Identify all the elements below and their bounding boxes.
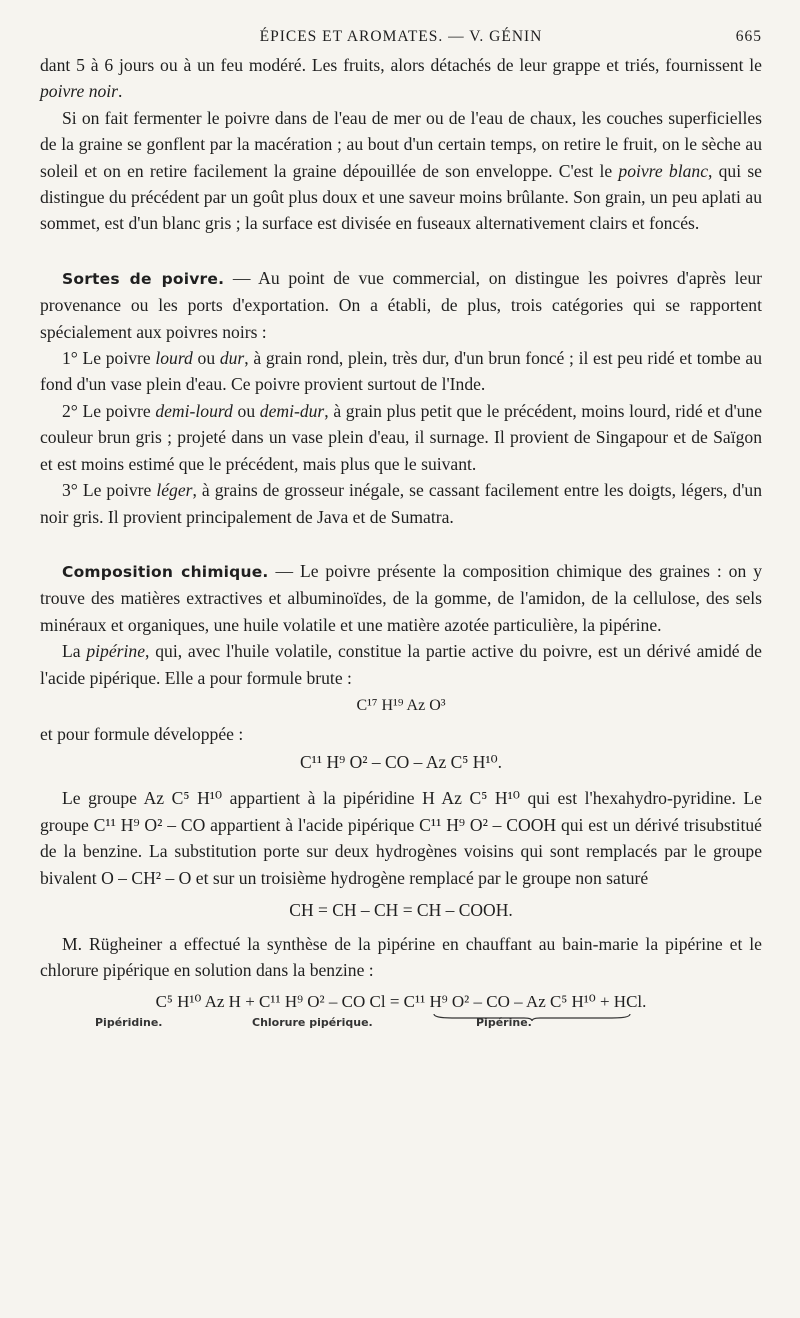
header-title: ÉPICES ET AROMATES. — V. GÉNIN — [259, 28, 543, 45]
list-item-poivre-leger: 3° Le poivre léger, à grains de grosseur inégale, se cassant facilement entre les doigts, légers, d'un noir gris. Il provient principalement de Java et de Sumatra. — [40, 480, 762, 527]
paragraph-poivre-noir: dant 5 à 6 jours ou à un feu modéré. Les fruits, alors détachés de leur grappe et triés, fournissent le poivre noir. — [40, 55, 762, 102]
paragraph-piperine: La pipérine, qui, avec l'huile volatile, constitue la partie active du poivre, est un dérivé amidé de l'acide pipérique. Elle a pour formule brute : — [40, 641, 762, 688]
paragraph-composition-chimique: Composition chimique. — Le poivre présente la composition chimique des graines : on y trouve des matières extractives et albuminoïdes, de la gomme, de l'amidon, de la cellulose, des sels minéraux et organiques, une huile volatile et une matière azotée particulière, la pipérine. — [40, 560, 762, 635]
term-piperine: pipérine — [86, 641, 146, 662]
term-poivre-blanc: poivre blanc — [618, 160, 708, 181]
formula-developpee: C¹¹ H⁹ O² – CO – Az C⁵ H¹⁰. — [299, 752, 503, 773]
formula-brute: C¹⁷ H¹⁹ Az O³ — [356, 696, 446, 714]
paragraph-sortes-de-poivre: Sortes de poivre. — Au point de vue commercial, on distingue les poivres d'après leur provenance ou les ports d'exportation. On a établi, de plus, trois catégories qui se rapportent spécialement aux poivres noirs : — [40, 267, 762, 342]
label-chlorure-piperique: Chlorure pipérique. — [252, 1015, 373, 1029]
section-heading-sortes: Sortes de poivre. — [62, 269, 225, 288]
list-item-poivre-demi-lourd: 2° Le poivre demi-lourd ou demi-dur, à grain plus petit que le précédent, moins lourd, ridé et d'une couleur brun gris ; projeté dans un vase plein d'eau, il surnage. Il provient de Singapour et de Saïgon et est moins estimé que le précédent, mais plus que le suivant. — [40, 400, 763, 474]
label-formule-developpee: et pour formule développée : — [40, 723, 244, 744]
running-header — [40, 20, 762, 52]
label-piperine: Pipérine. — [476, 1015, 532, 1029]
list-item-poivre-lourd: 1° Le poivre lourd ou dur, à grain rond, plein, très dur, d'un brun foncé ; il est peu ridé et tombe au fond d'un vase plein d'eau. Ce poivre provient surtout de l'Inde. — [40, 348, 763, 395]
term-poivre-noir: poivre noir — [40, 81, 119, 102]
paragraph-synthese: M. Rügheiner a effectué la synthèse de la pipérine en chauffant au bain-marie la pipérine et le chlorure pipérique en solution dans la benzine : — [40, 933, 762, 981]
paragraph-poivre-blanc: Si on fait fermenter le poivre dans de l'eau de mer ou de l'eau de chaux, les couches superficielles de la graine se gonflent par la macération ; au bout d'un certain temps, on retire le fruit, on le sèche au soleil et on en retire facilement la graine dépouillée de son enveloppe. C'est le poivre blanc, qui se distingue du précédent par un goût plus doux et une saveur moins brûlante. Son grain, un peu aplati au sommet, est d'un blanc gris ; la surface est divisée en fuseaux alternativement clairs et foncés. — [40, 107, 762, 234]
formula-groupe-non-sature: CH = CH – CH = CH – COOH. — [289, 899, 513, 920]
paragraph-groupe: Le groupe Az C⁵ H¹⁰ appartient à la pipéridine H Az C⁵ H¹⁰ qui est l'hexahydro-pyridine. Le groupe C¹¹ H⁹ O² – CO appartient à l'acide pipérique C¹¹ H⁹ O² – COOH qui est un dérivé trisubstitué de la benzine. La substitution porte sur deux hydrogènes voisins qui sont remplacés par le groupe bivalent O – CH² – O et sur un troisième hydrogène remplacé par le groupe non saturé — [40, 788, 762, 888]
synthesis-equation — [40, 990, 762, 1042]
equation-labels — [40, 1014, 762, 1036]
label-piperidine: Pipéridine. — [95, 1015, 163, 1029]
section-heading-composition: Composition chimique. — [62, 562, 269, 581]
page-number: 665 — [735, 28, 762, 45]
equation-line: C⁵ H¹⁰ Az H + C¹¹ H⁹ O² – CO Cl = C¹¹ H⁹ O² – CO – Az C⁵ H¹⁰ + HCl. — [155, 991, 647, 1011]
